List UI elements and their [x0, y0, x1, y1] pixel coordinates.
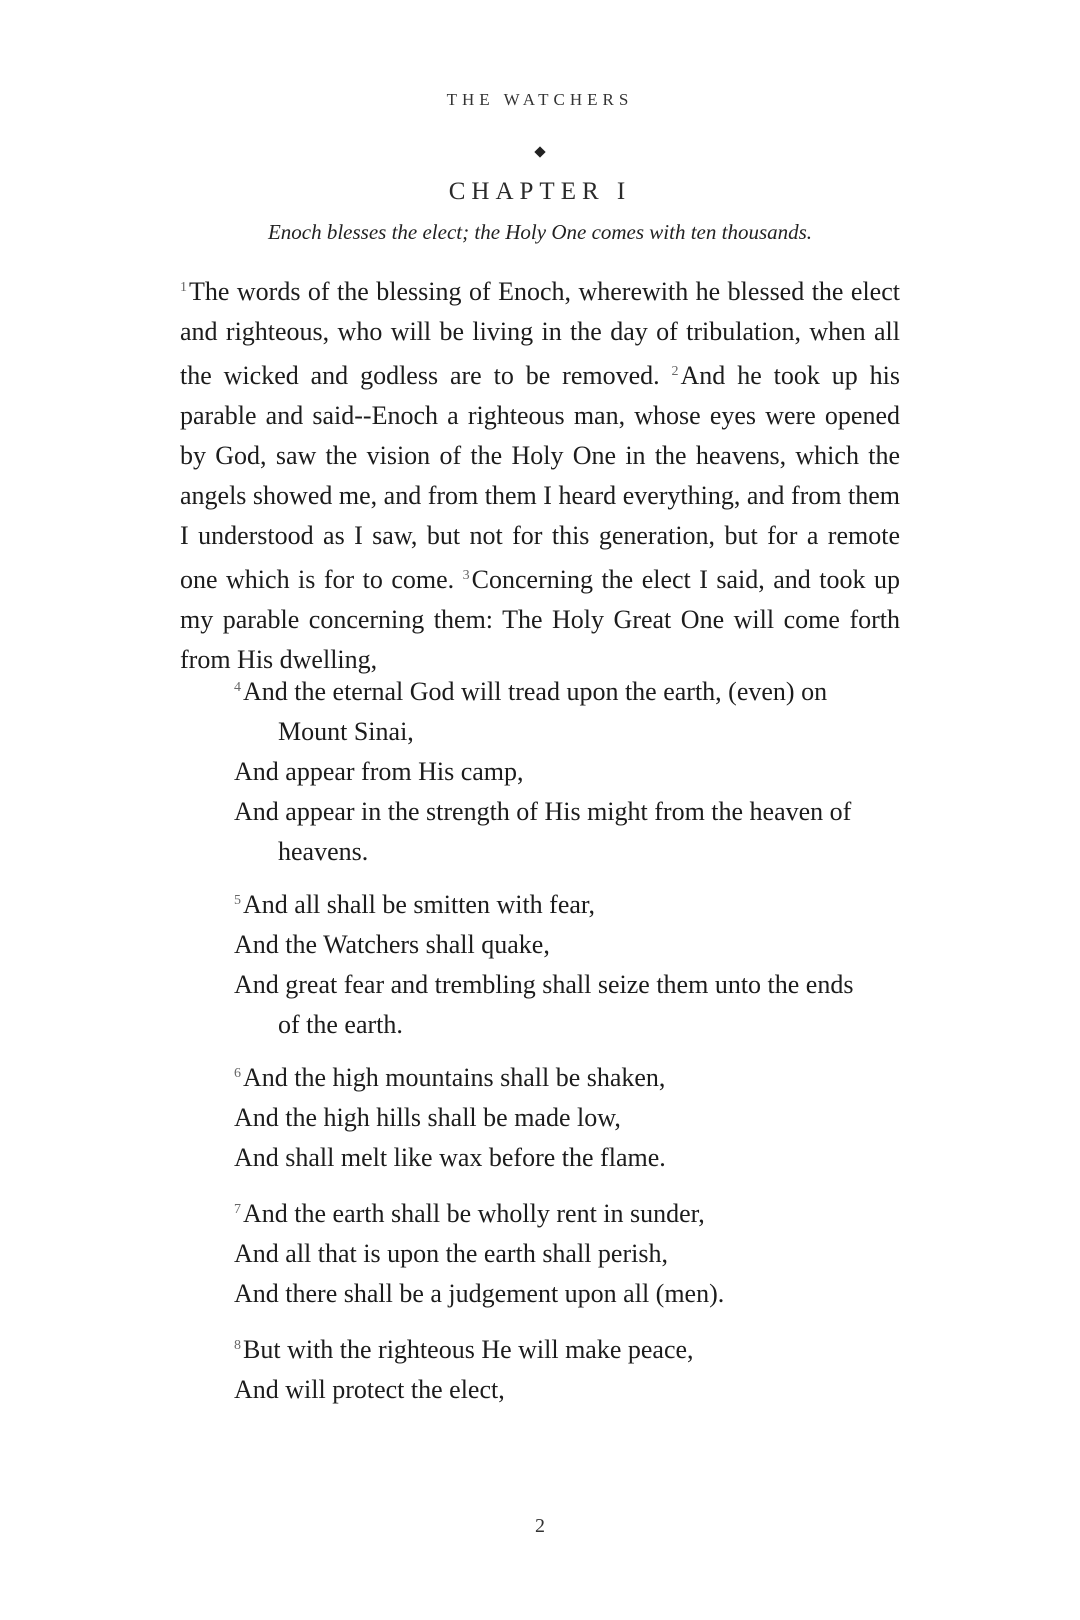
verse-text: The words of the blessing of Enoch, wherewith he blessed the elect and righteous, who will be living in the day of tribulation, when all the wicked and godless are to be removed.: [180, 277, 900, 390]
verse-number: 7: [234, 1202, 241, 1217]
chapter-summary: Enoch blesses the elect; the Holy One comes with ten thousands.: [267, 220, 813, 244]
chapter-title: CHAPTER I: [448, 178, 632, 205]
poem-line: [234, 881, 914, 925]
poem-line: And the high hills shall be made low,: [234, 1103, 621, 1132]
diamond-ornament-icon: [534, 146, 545, 157]
verse-number: 1: [180, 280, 187, 295]
verse-number: 6: [234, 1066, 241, 1081]
stanza-8: [234, 1326, 914, 1410]
line-text: And all shall be smitten with fear,: [243, 890, 596, 919]
verse-text: Concerning the elect I said, and took up my parable concerning them: The Holy Great One will come forth from His dwelling,: [180, 565, 900, 674]
line-text: But with the righteous He will make peace,: [243, 1335, 694, 1364]
line-text: And the eternal God will tread upon the earth, (even) on: [243, 677, 828, 706]
poem-line: And all that is upon the earth shall perish,: [234, 1239, 668, 1268]
poem-line-continuation: Mount Sinai,: [278, 717, 414, 746]
poem-line: [234, 1054, 914, 1098]
poem-line: And there shall be a judgement upon all (men).: [234, 1279, 725, 1308]
poem-line-continuation: of the earth.: [278, 1010, 403, 1039]
verse-number: 8: [234, 1338, 241, 1353]
poem-line: And appear in the strength of His might from the heaven of: [234, 797, 852, 826]
poem-line: [234, 1190, 914, 1234]
stanza-7: [234, 1190, 914, 1314]
verse-number: 5: [234, 893, 241, 908]
poem-line: [234, 1326, 914, 1370]
verse-text: And he took up his parable and said--Enoch a righteous man, whose eyes were opened by God, saw the vision of the Holy One in the heavens, which the angels showed me, and from them I heard everything, and from them I understood as I saw, but not for this generation, but for a remote one which is for to come.: [180, 361, 900, 594]
page-number: 2: [535, 1515, 545, 1537]
poem-line: [234, 668, 914, 712]
poem-line: And appear from His camp,: [234, 757, 524, 786]
prose-paragraph: [180, 268, 900, 680]
poem-line-continuation: heavens.: [278, 837, 369, 866]
verse-number: 3: [462, 568, 470, 583]
poem-line: And great fear and trembling shall seize them unto the ends: [234, 970, 854, 999]
stanza-4: [234, 668, 914, 872]
stanza-5: [234, 881, 914, 1045]
poem-line: And will protect the elect,: [234, 1375, 505, 1404]
stanza-6: [234, 1054, 914, 1178]
poem-line: And the Watchers shall quake,: [234, 930, 550, 959]
verse-number: 2: [671, 364, 679, 379]
verse-number: 4: [234, 680, 241, 695]
running-head: THE WATCHERS: [446, 90, 634, 109]
line-text: And the high mountains shall be shaken,: [243, 1063, 666, 1092]
poem-line: And shall melt like wax before the flame.: [234, 1143, 666, 1172]
line-text: And the earth shall be wholly rent in sunder,: [243, 1199, 705, 1228]
